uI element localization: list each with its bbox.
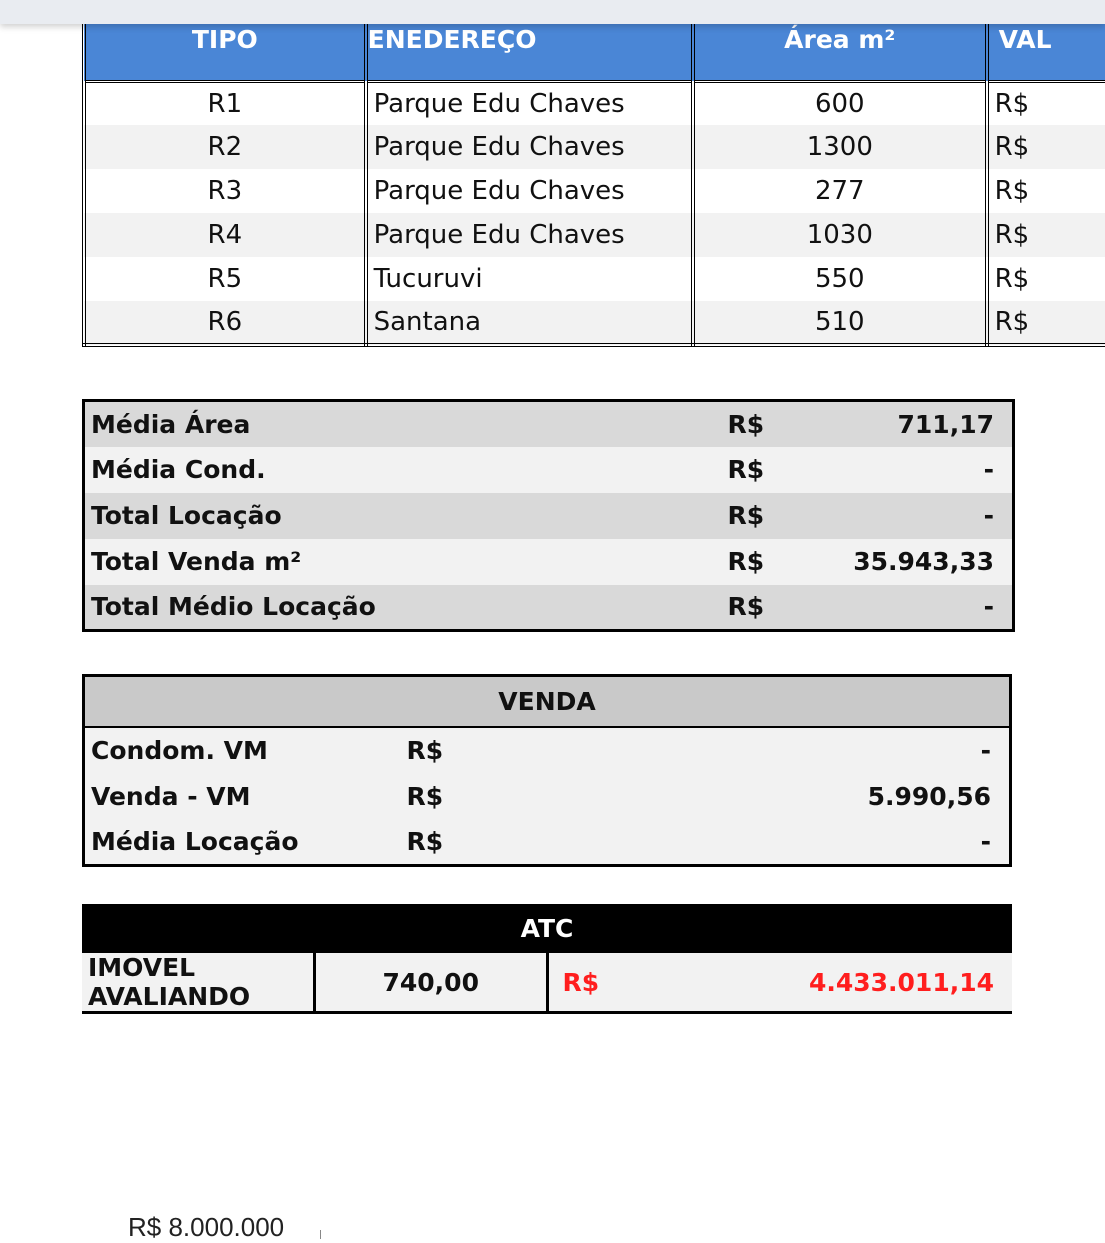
summary-label[interactable]: Total Médio Locação: [84, 585, 714, 631]
chart-axis-label: R$ 8.000.000: [128, 1212, 285, 1242]
cell-tipo[interactable]: R3: [84, 169, 366, 213]
summary-currency[interactable]: R$: [714, 447, 804, 493]
atc-label[interactable]: IMOVEL AVALIANDO: [82, 953, 315, 1013]
cell-tipo[interactable]: R2: [84, 125, 366, 169]
summary-label[interactable]: Média Cond.: [84, 447, 714, 493]
atc-table: [82, 904, 1012, 1014]
venda-label[interactable]: Condom. VM: [84, 727, 393, 773]
summary-row: [84, 539, 1014, 585]
atc-row: [82, 953, 1012, 1013]
cell-area[interactable]: 277: [693, 169, 987, 213]
summary-currency[interactable]: R$: [714, 493, 804, 539]
cell-valor[interactable]: R$: [987, 257, 1105, 301]
cell-tipo[interactable]: R4: [84, 213, 366, 257]
table-row: [84, 213, 1105, 257]
summary-value[interactable]: -: [804, 585, 1014, 631]
venda-header-row: [84, 676, 1011, 728]
venda-value[interactable]: -: [702, 727, 1011, 773]
comparables-table: [82, 0, 1105, 347]
cell-endereco[interactable]: Parque Edu Chaves: [366, 81, 693, 125]
summary-row: [84, 585, 1014, 631]
venda-label[interactable]: Média Locação: [84, 819, 393, 865]
cell-valor[interactable]: R$: [987, 169, 1105, 213]
venda-table: [82, 674, 1012, 867]
summary-value[interactable]: 711,17: [804, 401, 1014, 447]
cell-area[interactable]: 1030: [693, 213, 987, 257]
column-header-tipo[interactable]: TIPO: [84, 1, 366, 81]
summary-currency[interactable]: R$: [714, 585, 804, 631]
venda-title[interactable]: VENDA: [84, 676, 1011, 728]
summary-value[interactable]: -: [804, 447, 1014, 493]
venda-value[interactable]: 5.990,56: [702, 773, 1011, 819]
cell-endereco[interactable]: Parque Edu Chaves: [366, 169, 693, 213]
venda-value[interactable]: -: [702, 819, 1011, 865]
atc-title[interactable]: ATC: [82, 904, 1012, 953]
venda-row: [84, 773, 1011, 819]
venda-currency[interactable]: R$: [393, 727, 702, 773]
summary-label[interactable]: Total Locação: [84, 493, 714, 539]
table-row: [84, 257, 1105, 301]
venda-currency[interactable]: R$: [393, 819, 702, 865]
summary-row: [84, 493, 1014, 539]
cell-valor[interactable]: R$: [987, 213, 1105, 257]
cell-endereco[interactable]: Santana: [366, 301, 693, 345]
cell-valor[interactable]: R$: [987, 301, 1105, 345]
cell-tipo[interactable]: R1: [84, 81, 366, 125]
column-header-area[interactable]: Área m²: [693, 1, 987, 81]
summary-value[interactable]: 35.943,33: [804, 539, 1014, 585]
venda-currency[interactable]: R$: [393, 773, 702, 819]
summary-label[interactable]: Média Área: [84, 401, 714, 447]
table-row: [84, 81, 1105, 125]
summary-currency[interactable]: R$: [714, 401, 804, 447]
column-header-valor[interactable]: VAL: [987, 1, 1105, 81]
cell-valor[interactable]: R$: [987, 81, 1105, 125]
cell-endereco[interactable]: Parque Edu Chaves: [366, 125, 693, 169]
summary-row: [84, 401, 1014, 447]
table-row: [84, 125, 1105, 169]
cell-tipo[interactable]: R5: [84, 257, 366, 301]
cell-endereco[interactable]: Tucuruvi: [366, 257, 693, 301]
column-header-endereco[interactable]: ENEDEREÇO: [366, 1, 693, 81]
summary-label[interactable]: Total Venda m²: [84, 539, 714, 585]
cell-area[interactable]: 550: [693, 257, 987, 301]
venda-row: [84, 727, 1011, 773]
cell-area[interactable]: 600: [693, 81, 987, 125]
cell-area[interactable]: 510: [693, 301, 987, 345]
app-top-bar: [0, 0, 1105, 24]
axis-tick: [320, 1230, 321, 1239]
cell-endereco[interactable]: Parque Edu Chaves: [366, 213, 693, 257]
cell-tipo[interactable]: R6: [84, 301, 366, 345]
cell-area[interactable]: 1300: [693, 125, 987, 169]
summary-table: [82, 399, 1015, 632]
table-row: [84, 169, 1105, 213]
atc-area[interactable]: 740,00: [315, 953, 548, 1013]
table-row: [84, 301, 1105, 345]
summary-value[interactable]: -: [804, 493, 1014, 539]
summary-row: [84, 447, 1014, 493]
atc-header-row: [82, 904, 1012, 953]
summary-currency[interactable]: R$: [714, 539, 804, 585]
venda-label[interactable]: Venda - VM: [84, 773, 393, 819]
atc-value[interactable]: 4.433.011,14: [780, 953, 1013, 1013]
atc-currency[interactable]: R$: [547, 953, 780, 1013]
venda-row: [84, 819, 1011, 865]
cell-valor[interactable]: R$: [987, 125, 1105, 169]
